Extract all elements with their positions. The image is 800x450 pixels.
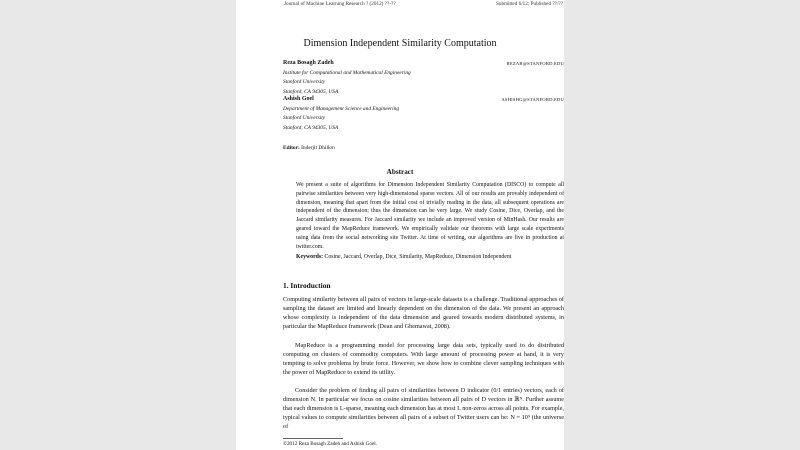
keywords-text: Cosine, Jaccard, Overlap, Dice, Similarity, MapReduce, Dimension Independent <box>324 254 512 260</box>
submission-header: Submitted 6/12; Published ??/?? <box>496 1 563 7</box>
section-heading: 1. Introduction <box>283 281 331 290</box>
abstract-heading: Abstract <box>386 168 414 176</box>
author-name: Reza Bosagh Zadeh <box>283 60 334 66</box>
editor-label: Editor: <box>283 145 300 151</box>
author-affiliation-line: Stanford, CA 94305, USA <box>283 124 339 131</box>
author-email: ASHISHG@STANFORD.EDU <box>501 97 564 102</box>
author-affiliation-line: Stanford, CA 94305, USA <box>283 88 339 95</box>
author-name: Ashish Goel <box>283 96 314 102</box>
author-email: REZAB@STANFORD.EDU <box>506 61 564 66</box>
body-paragraph: Consider the problem of finding all pairs of similarities between D indicator (0/1 entries) vectors, each of dimension N. In particular we focus on cosine similarities between all pairs of D vectors in ℝᴺ. Further assume that each dimension is L-sparse, meaning each dimension has at most L non-zeros across all points. For example, typical values to compute similarities between all pairs of a subset of Twitter users can be: N = 10⁹ (the universe of <box>283 387 564 430</box>
editor-line <box>283 145 335 151</box>
body-paragraph: MapReduce is a programming model for processing large data sets, typically used to do distributed computing on clusters of commodity computers. With large amount of processing power at hand, it is very tempting to solve problems by brute force. However, we show how to combine clever sampling techniques with the power of MapReduce to extend its utility. <box>283 342 564 376</box>
author-block-1 <box>283 59 411 97</box>
keywords-line <box>296 253 564 262</box>
author-affiliation-line: Stanford University <box>283 115 326 121</box>
body-paragraph: Computing similarity between all pairs of vectors in large-scale datasets is a challenge. Traditional approaches of sampling the dataset are limited and linearly dependent on the dimension of the data. We present an approach whose complexity is independent of the data dimension and geared towards modern distributed systems, in particular the MapReduce framework (Dean and Ghemawat, 2008). <box>283 296 564 330</box>
author-affiliation-line: Institute for Computational and Mathematical Engineering <box>283 69 411 76</box>
paper-page <box>236 0 564 450</box>
author-affiliation-line: Department of Management Science and Engineering <box>283 105 400 112</box>
author-block-2 <box>283 95 399 133</box>
author-affiliation-line: Stanford University <box>283 79 326 85</box>
editor-name: Inderjit Dhillon <box>301 145 335 151</box>
paper-title: Dimension Independent Similarity Computation <box>303 38 497 49</box>
footnote-divider <box>283 438 343 439</box>
journal-header: Journal of Machine Learning Research ? (2012) ??-?? <box>284 1 396 7</box>
abstract-text: We present a suite of algorithms for Dimension Independent Similarity Computation (DISCO) to compute all pairwise similarities between very high-dimensional sparse vectors. All of our results are provably independent of dimension, meaning that apart from the initial cost of trivially reading in the data, all subsequent operations are independent of the dimension; thus the dimension can be very large. We study Cosine, Dice, Overlap, and the Jaccard similarity measures. For Jaccard similarity we include an improved version of MinHash. Our results are geared toward the MapReduce framework. We empirically validate our theorems with large scale experiments using data from the social networking site Twitter. At time of writing, our algorithms are live in production at twitter.com. <box>296 182 564 250</box>
copyright-footnote: ©2012 Reza Bosagh Zadeh and Ashish Goel. <box>283 441 377 447</box>
keywords-label: Keywords: <box>296 254 324 260</box>
